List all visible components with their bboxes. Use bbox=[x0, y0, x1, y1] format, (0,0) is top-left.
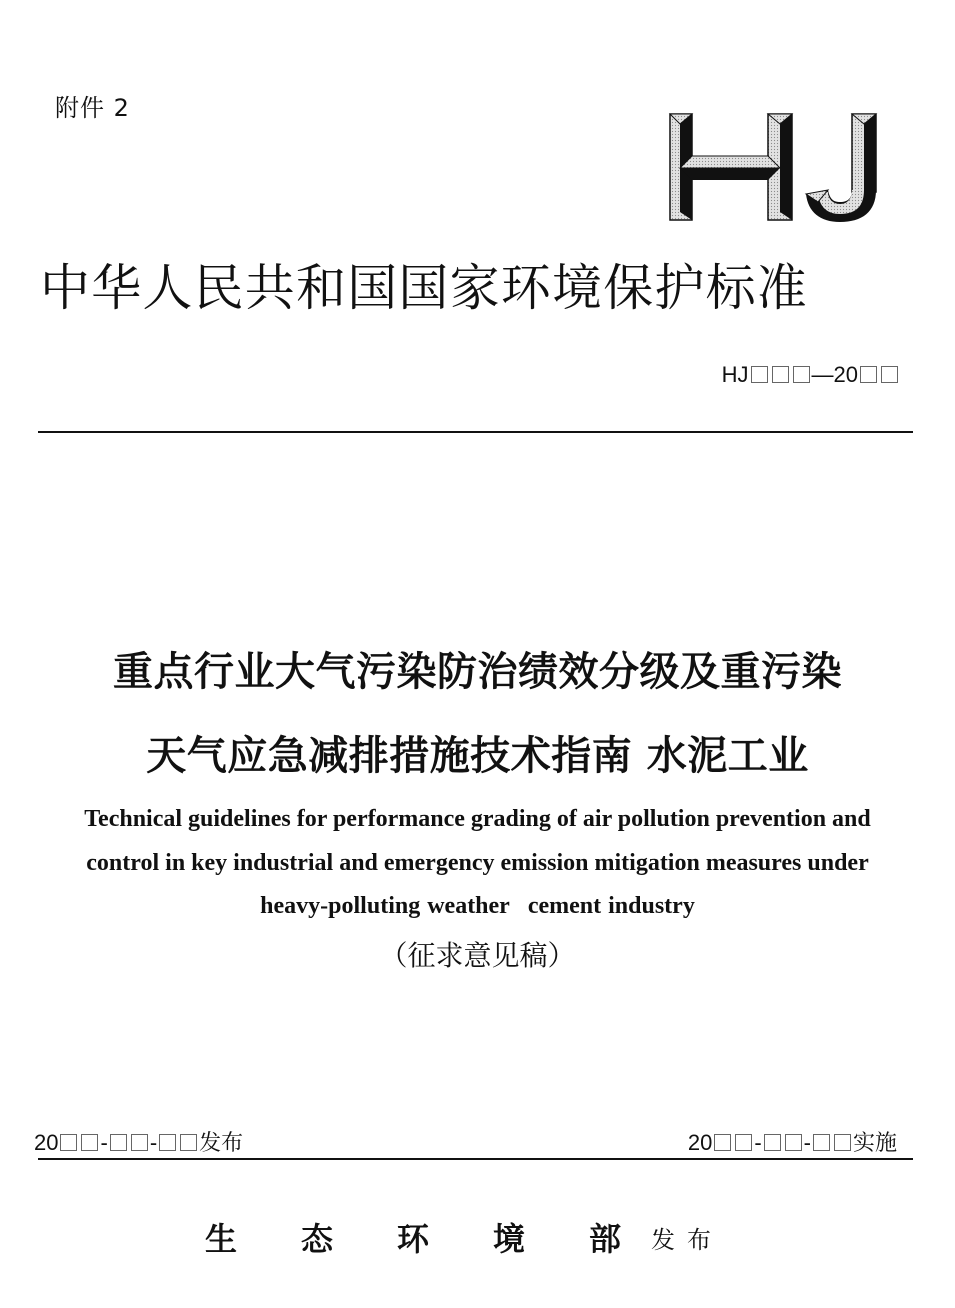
placeholder-box bbox=[793, 366, 810, 383]
issuer-action: 发布 bbox=[651, 1226, 723, 1254]
placeholder-box bbox=[785, 1134, 802, 1151]
date-separator: - bbox=[100, 1130, 108, 1155]
issue-suffix: 发布 bbox=[199, 1131, 244, 1156]
standard-header: 中华人民共和国国家环境保护标准 bbox=[40, 259, 808, 317]
placeholder-box bbox=[881, 366, 898, 383]
placeholder-box bbox=[714, 1134, 731, 1151]
date-year-prefix: 20 bbox=[34, 1130, 59, 1155]
issuer bbox=[205, 1214, 723, 1260]
date-separator: - bbox=[149, 1130, 158, 1155]
title-en-line-1: Technical guidelines for performance grading of air pollution prevention and bbox=[84, 806, 871, 832]
placeholder-box bbox=[60, 1134, 77, 1151]
standard-number-year-prefix: 20 bbox=[833, 362, 858, 387]
title-cn-line-2: 天气应急减排措施技术指南 水泥工业 bbox=[146, 733, 809, 779]
issuer-org-char: 生 bbox=[205, 1220, 238, 1258]
placeholder-box bbox=[180, 1134, 197, 1151]
issuer-org-char: 环 bbox=[397, 1220, 430, 1258]
issuer-org-char: 境 bbox=[493, 1220, 526, 1258]
title-cn-line-1: 重点行业大气污染防治绩效分级及重污染 bbox=[113, 649, 842, 695]
title-en-line-3a: heavy-polluting weather bbox=[260, 893, 510, 919]
date-year-prefix: 20 bbox=[687, 1130, 713, 1155]
footer-divider bbox=[38, 1158, 913, 1160]
placeholder-box bbox=[772, 366, 789, 383]
placeholder-box bbox=[81, 1134, 98, 1151]
placeholder-box bbox=[735, 1134, 752, 1151]
placeholder-box bbox=[159, 1134, 176, 1151]
placeholder-box bbox=[764, 1134, 781, 1151]
issuer-org-char: 态 bbox=[301, 1220, 334, 1258]
date-separator: - bbox=[803, 1130, 811, 1155]
placeholder-box bbox=[860, 366, 877, 383]
placeholder-box bbox=[110, 1134, 127, 1151]
placeholder-box bbox=[834, 1134, 851, 1151]
issue-date bbox=[34, 1126, 243, 1157]
issuer-org-char: 部 bbox=[589, 1220, 622, 1258]
title-en-line-2: control in key industrial and emergency emission mitigation measures under bbox=[86, 850, 869, 876]
title-en-line-3b: cement industry bbox=[527, 893, 695, 919]
standard-number-separator: — bbox=[811, 362, 834, 387]
effective-suffix: 实施 bbox=[852, 1131, 897, 1156]
title-en-line-3 bbox=[0, 893, 955, 920]
placeholder-box bbox=[751, 366, 768, 383]
header-divider bbox=[38, 431, 913, 433]
draft-label: （征求意见稿） bbox=[379, 939, 576, 972]
standard-number bbox=[722, 362, 900, 388]
hj-standard-logo-icon bbox=[668, 112, 882, 224]
placeholder-box bbox=[131, 1134, 148, 1151]
standard-number-prefix: HJ bbox=[721, 362, 749, 387]
effective-date bbox=[688, 1126, 897, 1157]
attachment-label: 附件 2 bbox=[55, 94, 130, 122]
placeholder-box bbox=[813, 1134, 830, 1151]
date-separator: - bbox=[754, 1130, 762, 1155]
